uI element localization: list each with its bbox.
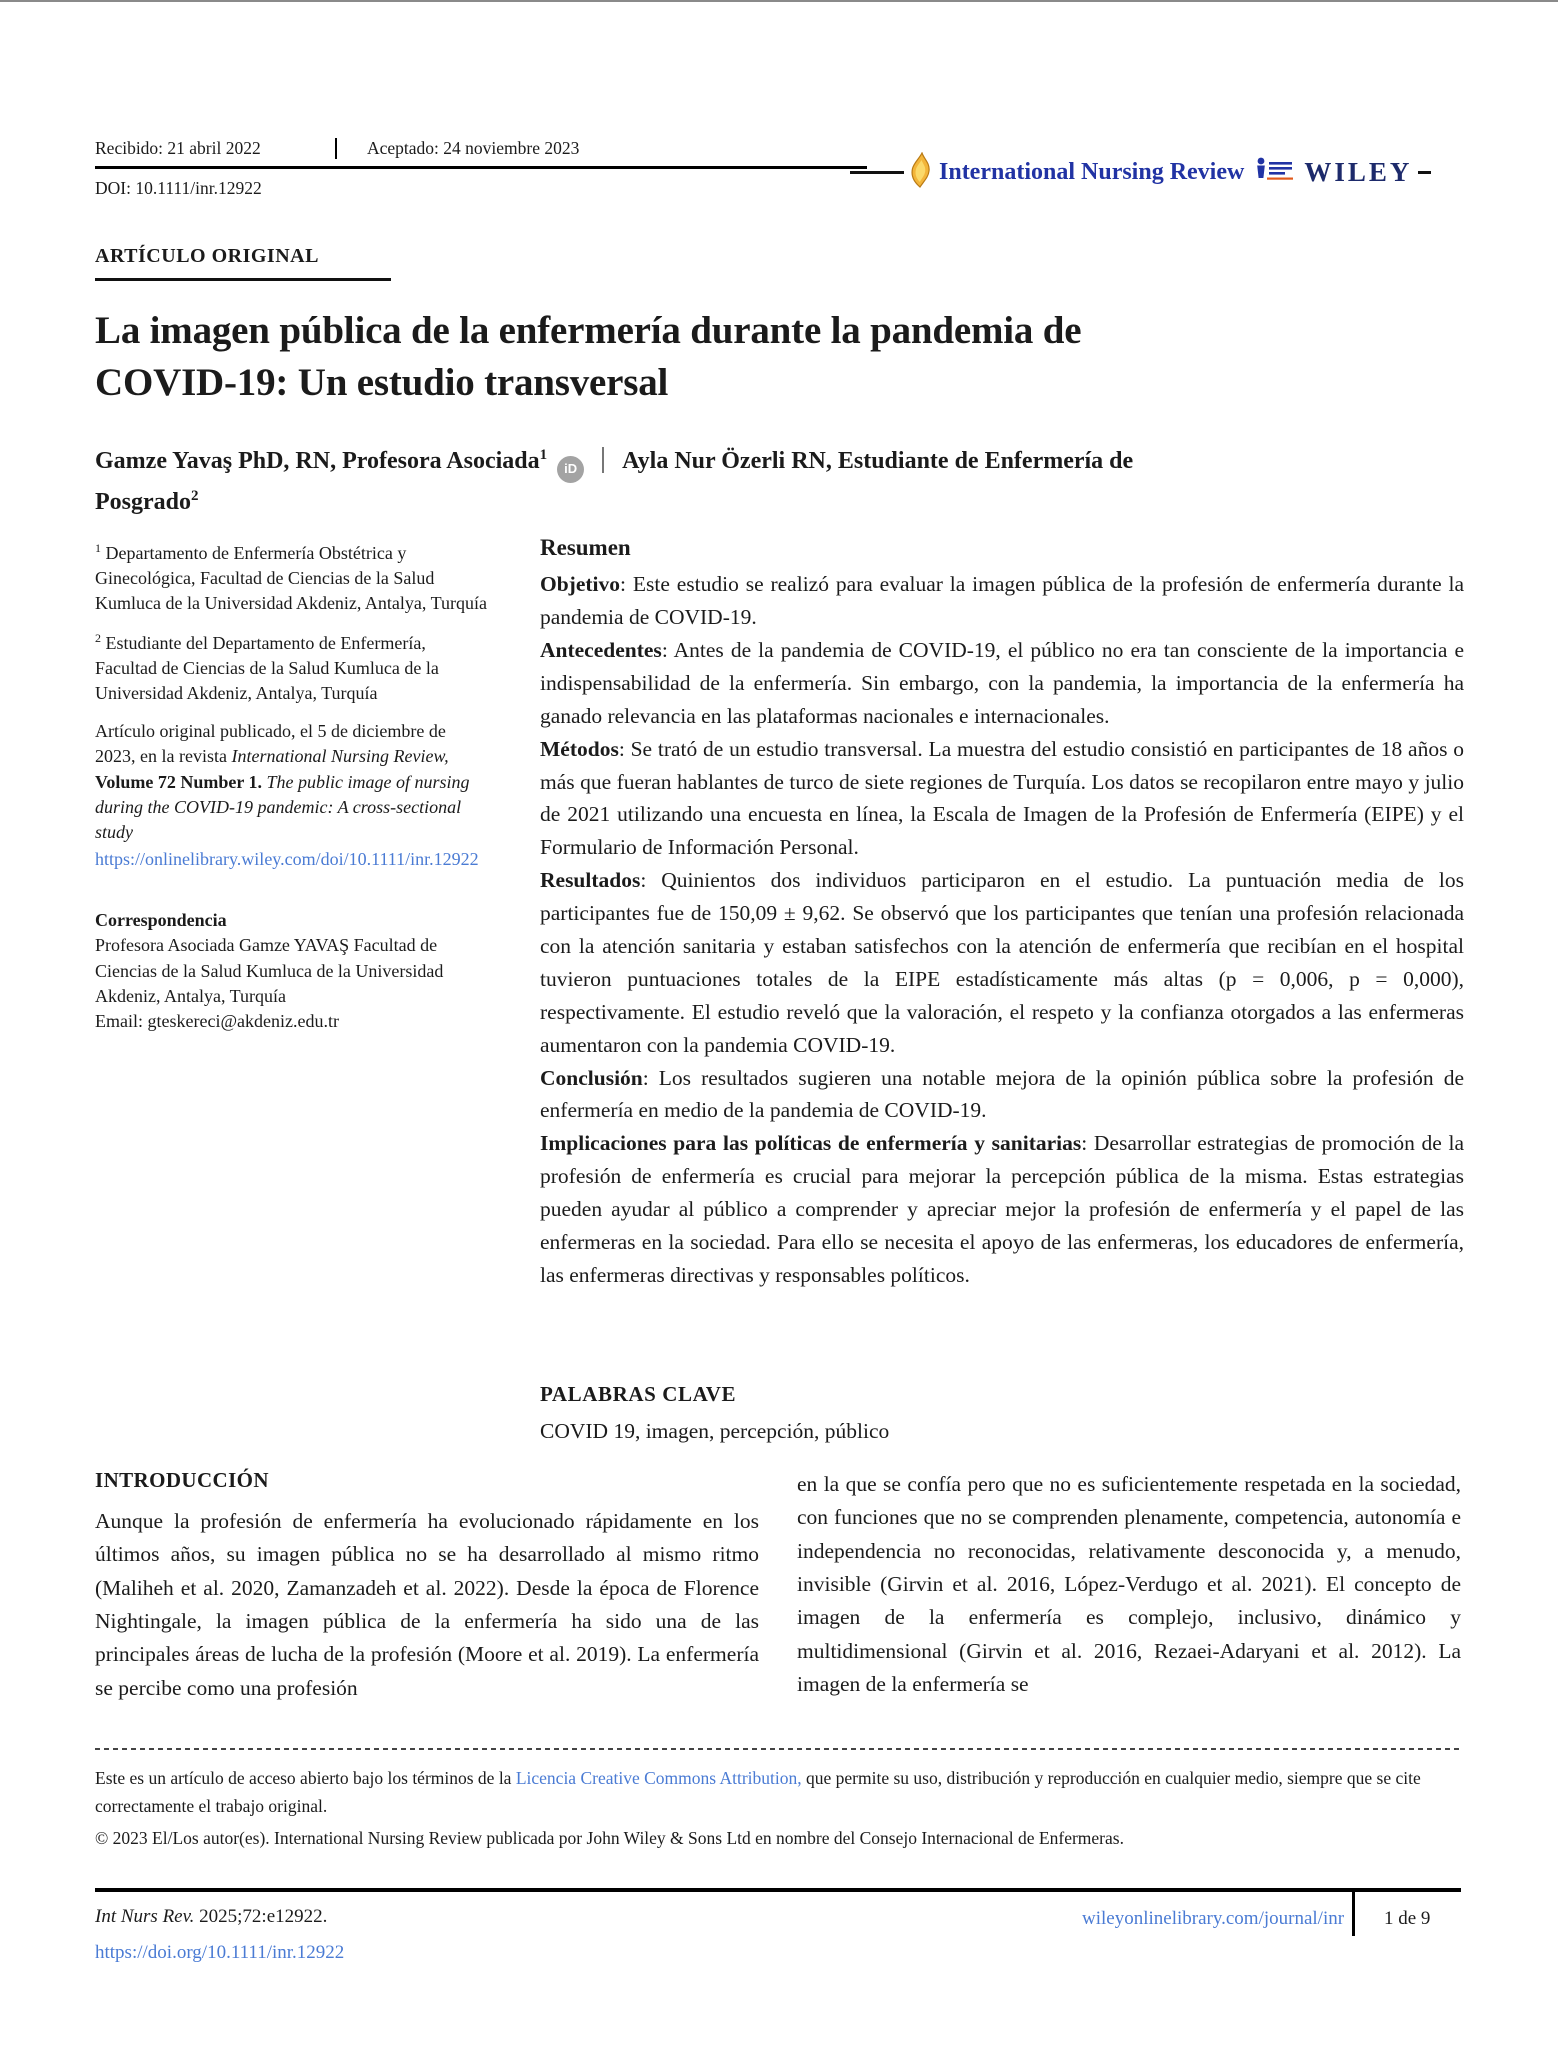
logo-lead-rule bbox=[850, 171, 904, 174]
abstract-text-results: : Quinientos dos individuos participaron en el estudio. La puntuación media de los participantes fue de 150,09 ± 9,62. Se observó que los participantes que tenían una profesión relacionada con la atención sanitaria y estaban satisfechos con la atención de enfermería que recibían en el hospital tuvieron puntuaciones totales de la EIPE estadísticamente más altas (p = 0,006, p = 0,000), respectivamente. El estudio reveló que la valoración, el respeto y la confianza otorgados a las enfermeras aumentaron con la pandemia COVID-19. bbox=[540, 868, 1464, 1057]
abstract-section-methods bbox=[540, 733, 1464, 865]
license-text-post: que permite su uso, distribución y reproducción en cualquier medio, siempre que se cite correctamente el trabajo original. bbox=[95, 1768, 1421, 1817]
authors-line bbox=[95, 442, 1160, 521]
license-separator bbox=[95, 1748, 1461, 1750]
affiliation-1-text: Departamento de Enfermería Obstétrica y Ginecológica, Facultad de Ciencias de la Salud Kumluca de la Universidad Akdeniz, Antalya, Turquía bbox=[95, 543, 487, 614]
abstract-label-background: Antecedentes bbox=[540, 637, 662, 662]
abstract-section-implications bbox=[540, 1127, 1464, 1291]
publication-note-plain: Artículo original publicado, el 5 de diciembre de 2023, en la revista bbox=[95, 721, 446, 767]
abstract-section-conclusion bbox=[540, 1062, 1464, 1128]
wiley-logo: WILEY bbox=[1304, 156, 1413, 187]
journal-logo-row bbox=[850, 150, 1462, 194]
footer-site-wrap bbox=[1082, 1908, 1344, 1930]
intro-column-left: Aunque la profesión de enfermería ha evolucionado rápidamente en los últimos años, su imagen pública no se ha desarrollado al mismo ritmo (Maliheh et al. 2020, Zamanzadeh et al. 2022). Desde la época de Florence Nightingale, la imagen pública de la enfermería ha sido una de las principales áreas de lucha de la profesión (Moore et al. 2019). La enfermería se percibe como una profesión bbox=[95, 1509, 759, 1700]
abstract-label-implications: Implicaciones para las políticas de enfermería y sanitarias bbox=[540, 1131, 1082, 1156]
logo-tail-rule bbox=[1418, 171, 1431, 174]
footer-doi-link[interactable]: https://doi.org/10.1111/inr.12922 bbox=[95, 1942, 345, 1963]
orcid-icon-text: iD bbox=[564, 461, 578, 476]
publication-note bbox=[95, 719, 489, 845]
abstract bbox=[540, 530, 1464, 1292]
accepted-date: Aceptado: 24 noviembre 2023 bbox=[335, 138, 579, 159]
author-1-name: Gamze Yavaş PhD, RN, Profesora Asociada bbox=[95, 448, 540, 474]
affiliation-1-sup: 1 bbox=[95, 541, 101, 555]
footer-doi-wrap bbox=[95, 1942, 344, 1964]
affiliation-2-text: Estudiante del Departamento de Enfermería, Facultad de Ciencias de la Salud Kumluca de la Universidad Akdeniz, Antalya, Turquía bbox=[95, 632, 439, 703]
article-type-label: ARTÍCULO ORIGINAL bbox=[95, 245, 391, 281]
author-2-name: Ayla Nur Özerli RN, Estudiante de Enfermería de Posgrado bbox=[95, 448, 1134, 515]
abstract-label-conclusion: Conclusión bbox=[540, 1065, 643, 1090]
abstract-text-implications: : Desarrollar estrategias de promoción de la profesión de enfermería es crucial para mejorar la percepción pública de la misma. Estas estrategias pueden ayudar al público a comprender y apreciar mejor la profesión de enfermería y el papel de las enfermeras en la sociedad. Para ello se necesita el apoyo de las enfermeras, los educadores de enfermería, las enfermeras directivas y responsables políticos. bbox=[540, 1131, 1465, 1287]
license-text bbox=[95, 1764, 1467, 1821]
keywords-block bbox=[540, 1382, 1464, 1444]
abstract-text-objective: : Este estudio se realizó para evaluar la imagen pública de la profesión de enfermería durante la pandemia de COVID-19. bbox=[540, 572, 1464, 630]
correspondence-address: Profesora Asociada Gamze YAVAŞ Facultad de Ciencias de la Salud Kumluca de la Universidad Akdeniz, Antalya, Turquía bbox=[95, 935, 444, 1006]
correspondence-heading: Correspondencia bbox=[95, 910, 227, 931]
footer-citation bbox=[95, 1906, 327, 1928]
correspondence-email: Email: gteskereci@akdeniz.edu.tr bbox=[95, 1011, 339, 1031]
sidebar bbox=[95, 540, 489, 1047]
license-text-pre: Este es un artículo de acceso abierto bajo los términos de la bbox=[95, 1768, 516, 1788]
copyright-text: © 2023 El/Los autor(es). International Nursing Review publicada por John Wiley & Sons Ltd en nombre del Consejo Internacional de Enfermeras. bbox=[95, 1827, 1124, 1848]
footer-site-link[interactable]: wileyonlinelibrary.com/journal/inr bbox=[1082, 1908, 1345, 1929]
header-meta-block bbox=[95, 138, 867, 199]
author-2-affiliation-sup: 2 bbox=[191, 487, 199, 504]
abstract-text-background: : Antes de la pandemia de COVID-19, el público no era tan consciente de la importancia e indispensabilidad de la enfermería. Sin embargo, con la pandemia, la importancia de la enfermería ha ganado relevancia en las plataformas nacionales e internacionales. bbox=[540, 637, 1464, 728]
abstract-label-methods: Métodos bbox=[540, 736, 619, 761]
dates-row bbox=[95, 138, 867, 169]
publication-link[interactable]: https://onlinelibrary.wiley.com/doi/10.1111/inr.12922 bbox=[95, 849, 479, 870]
publication-link-wrap bbox=[95, 847, 489, 872]
author-1-affiliation-sup: 1 bbox=[539, 447, 548, 463]
footer-citation-rest: 2025;72:e12922. bbox=[194, 1906, 328, 1927]
publication-note-english-title: The public image of nursing during the COVID-19 pandemic: A cross-sectional study bbox=[95, 771, 470, 842]
affiliation-1 bbox=[95, 540, 489, 617]
abstract-label-objective: Objetivo bbox=[540, 572, 621, 597]
page-title: La imagen pública de la enfermería durante la pandemia de COVID-19: Un estudio transversal bbox=[95, 309, 1082, 405]
journal-name: International Nursing Review bbox=[939, 158, 1245, 185]
footer-rule bbox=[95, 1888, 1461, 1892]
abstract-label-results: Resultados bbox=[540, 868, 641, 893]
affiliation-2 bbox=[95, 630, 489, 707]
orcid-icon[interactable] bbox=[557, 456, 584, 483]
flame-icon bbox=[909, 152, 933, 193]
doi-label: DOI: 10.1111/inr.12922 bbox=[95, 178, 262, 198]
keywords-text: COVID 19, imagen, percepción, público bbox=[540, 1419, 890, 1443]
intro-heading: INTRODUCCIÓN bbox=[95, 1468, 269, 1492]
intro-column-right: en la que se confía pero que no es suficientemente respetada en la sociedad, con funciones que no se comprenden plenamente, competencia, autonomía e independencia no reconocidas, relativamente desconocida y, a menudo, invisible (Girvin et al. 2016, López-Verdugo et al. 2021). El concepto de imagen de la enfermería es complejo, inclusivo, dinámico y multidimensional (Girvin et al. 2016, Rezaei-Adaryani et al. 2012). La imagen de la enfermería se bbox=[797, 1472, 1461, 1696]
footer-page-divider bbox=[1352, 1888, 1355, 1936]
license-block bbox=[95, 1764, 1467, 1852]
icn-logo-icon bbox=[1254, 155, 1296, 190]
received-date: Recibido: 21 abril 2022 bbox=[95, 138, 261, 158]
abstract-section-objective bbox=[540, 568, 1464, 634]
abstract-section-background bbox=[540, 634, 1464, 733]
abstract-text-methods: : Se trató de un estudio transversal. La muestra del estudio consistió en participantes de 18 años o más que fueran hablantes de turco de siete regiones de Turquía. Los datos se recopilaron entre mayo y julio de 2021 utilizando una encuesta en línea, la Escala de Imagen de la Profesión de Enfermería (EIPE) y el Formulario de Información Personal. bbox=[540, 736, 1464, 860]
author-separator bbox=[602, 447, 604, 473]
footer-page-number: 1 de 9 bbox=[1384, 1908, 1431, 1929]
abstract-section-results bbox=[540, 864, 1464, 1061]
footer-citation-journal: Int Nurs Rev. bbox=[95, 1906, 195, 1927]
cc-license-link[interactable]: Licencia Creative Commons Attribution, bbox=[515, 1768, 802, 1788]
publication-note-volume: Volume 72 Number 1. bbox=[95, 771, 267, 792]
affiliation-2-sup: 2 bbox=[95, 630, 101, 645]
abstract-text-conclusion: : Los resultados sugieren una notable mejora de la opinión pública sobre la profesión de enfermería en medio de la pandemia de COVID-19. bbox=[540, 1065, 1464, 1123]
publication-note-journal: International Nursing Review, bbox=[231, 746, 449, 767]
keywords-heading: PALABRAS CLAVE bbox=[540, 1382, 737, 1406]
abstract-heading: Resumen bbox=[540, 535, 631, 560]
